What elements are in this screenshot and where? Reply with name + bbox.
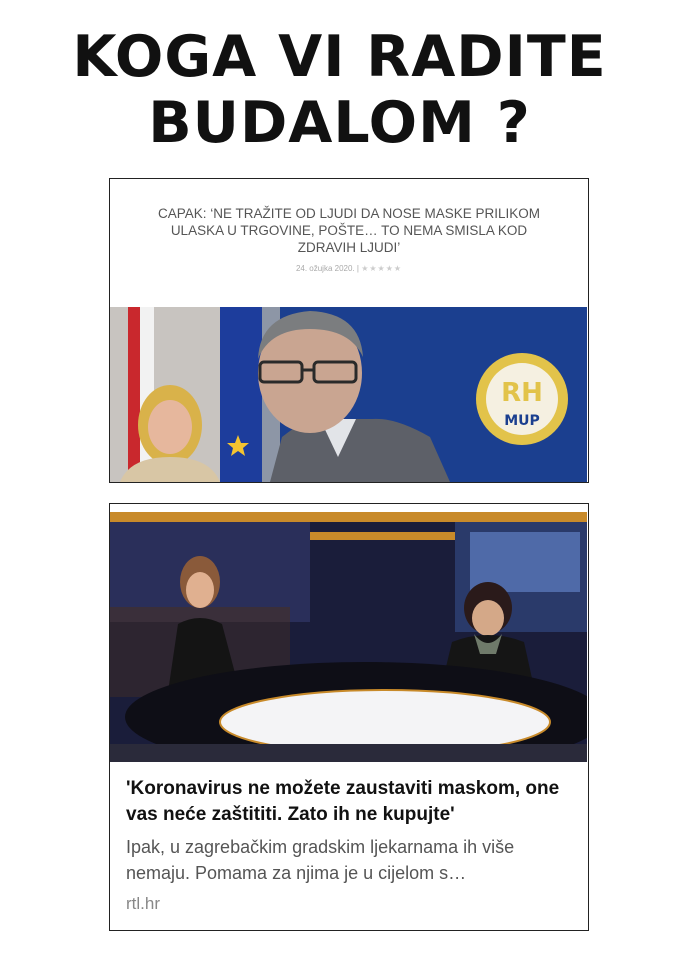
meme-headline (0, 24, 679, 156)
headline-line-2: BUDALOM ? (148, 90, 531, 156)
article-card-rtl[interactable] (109, 503, 589, 931)
rating-stars-icon: ★★★★★ (361, 264, 403, 273)
article-title: CAPAK: ‘NE TRAŽITE OD LJUDI DA NOSE MASKE PRILIKOM ULASKA U TRGOVINE, POŠTE… TO NEMA SMISLA KOD ZDRAVIH LJUDI’ (157, 206, 541, 255)
article-description: Ipak, u zagrebačkim gradskim ljekarnama ih više nemaju. Pomama za njima je u cijelom s… (126, 837, 515, 883)
mup-badge-icon (476, 353, 568, 445)
article-meta (110, 264, 588, 273)
article-headline: 'Koronavirus ne možete zaustaviti maskom, one vas neće zaštititi. Zato ih ne kupujte' (126, 778, 560, 825)
svg-text:RH: RH (501, 378, 543, 408)
headline-line-1: KOGA VI RADITE (72, 24, 607, 90)
article-source-link[interactable]: rtl.hr (126, 894, 160, 913)
press-conference-photo (110, 307, 587, 482)
tv-studio-photo (110, 512, 587, 762)
article-text-block (110, 179, 588, 307)
eu-flag (220, 307, 262, 482)
article-card-capak[interactable] (109, 178, 589, 483)
article-date: 24. ožujka 2020. (295, 264, 355, 273)
svg-text:MUP: MUP (504, 413, 540, 429)
meta-separator: | (356, 264, 359, 273)
